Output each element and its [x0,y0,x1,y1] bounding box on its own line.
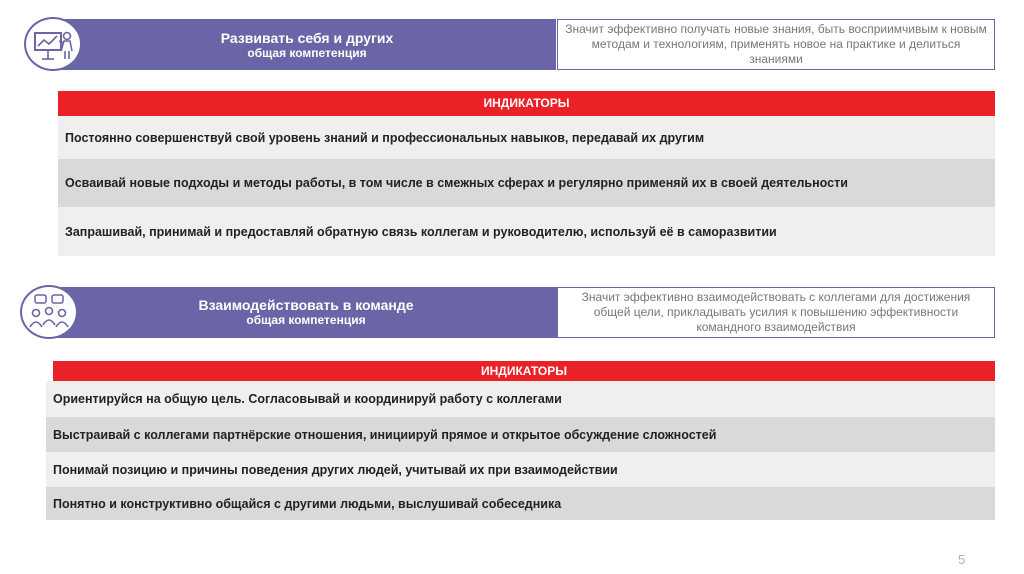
competency-description-1 [557,19,995,70]
indicator-row: Понимай позицию и причины поведения других людей, учитывай их при взаимодействии [46,452,995,487]
competency-description-2 [557,287,995,338]
team-icon [20,285,78,339]
indicator-row: Запрашивай, принимай и предоставляй обратную связь коллегам и руководителю, используй её в саморазвитии [58,207,995,256]
competency-subtitle: общая компетенция [246,313,366,327]
competency-title: Развивать себя и других [220,30,394,46]
indicator-row: Постоянно совершенствуй свой уровень знаний и профессиональных навыков, передавай их другим [58,116,995,159]
indicators-label: ИНДИКАТОРЫ [483,96,570,110]
indicator-row: Понятно и конструктивно общайся с другими людьми, выслушивай собеседника [46,487,995,520]
indicators-label: ИНДИКАТОРЫ [481,364,567,378]
competency-title: Взаимодействовать в команде [198,297,414,313]
competency-subtitle: общая компетенция [247,46,367,60]
indicators-header-2 [53,361,995,381]
description-text: Значит эффективно взаимодействовать с коллегами для достижения общей цели, прикладывать усилия к повышению эффективности командного взаимодействия [581,290,971,334]
page-number: 5 [958,552,966,567]
indicators-header-1 [58,91,995,116]
competency-header-1 [58,19,556,70]
indicator-row: Осваивай новые подходы и методы работы, в том числе в смежных сферах и регулярно применяй их в своей деятельности [58,159,995,207]
presentation-icon [24,17,82,71]
indicator-row: Ориентируйся на общую цель. Согласовывай и координируй работу с коллегами [46,381,995,417]
description-text: Значит эффективно получать новые знания, быть восприимчивым к новым методам и технологиям, применять новое на практике и делиться знаниями [565,22,987,66]
competency-header-2 [55,287,557,338]
indicator-row: Выстраивай с коллегами партнёрские отношения, инициируй прямое и открытое обсуждение сложностей [46,417,995,452]
